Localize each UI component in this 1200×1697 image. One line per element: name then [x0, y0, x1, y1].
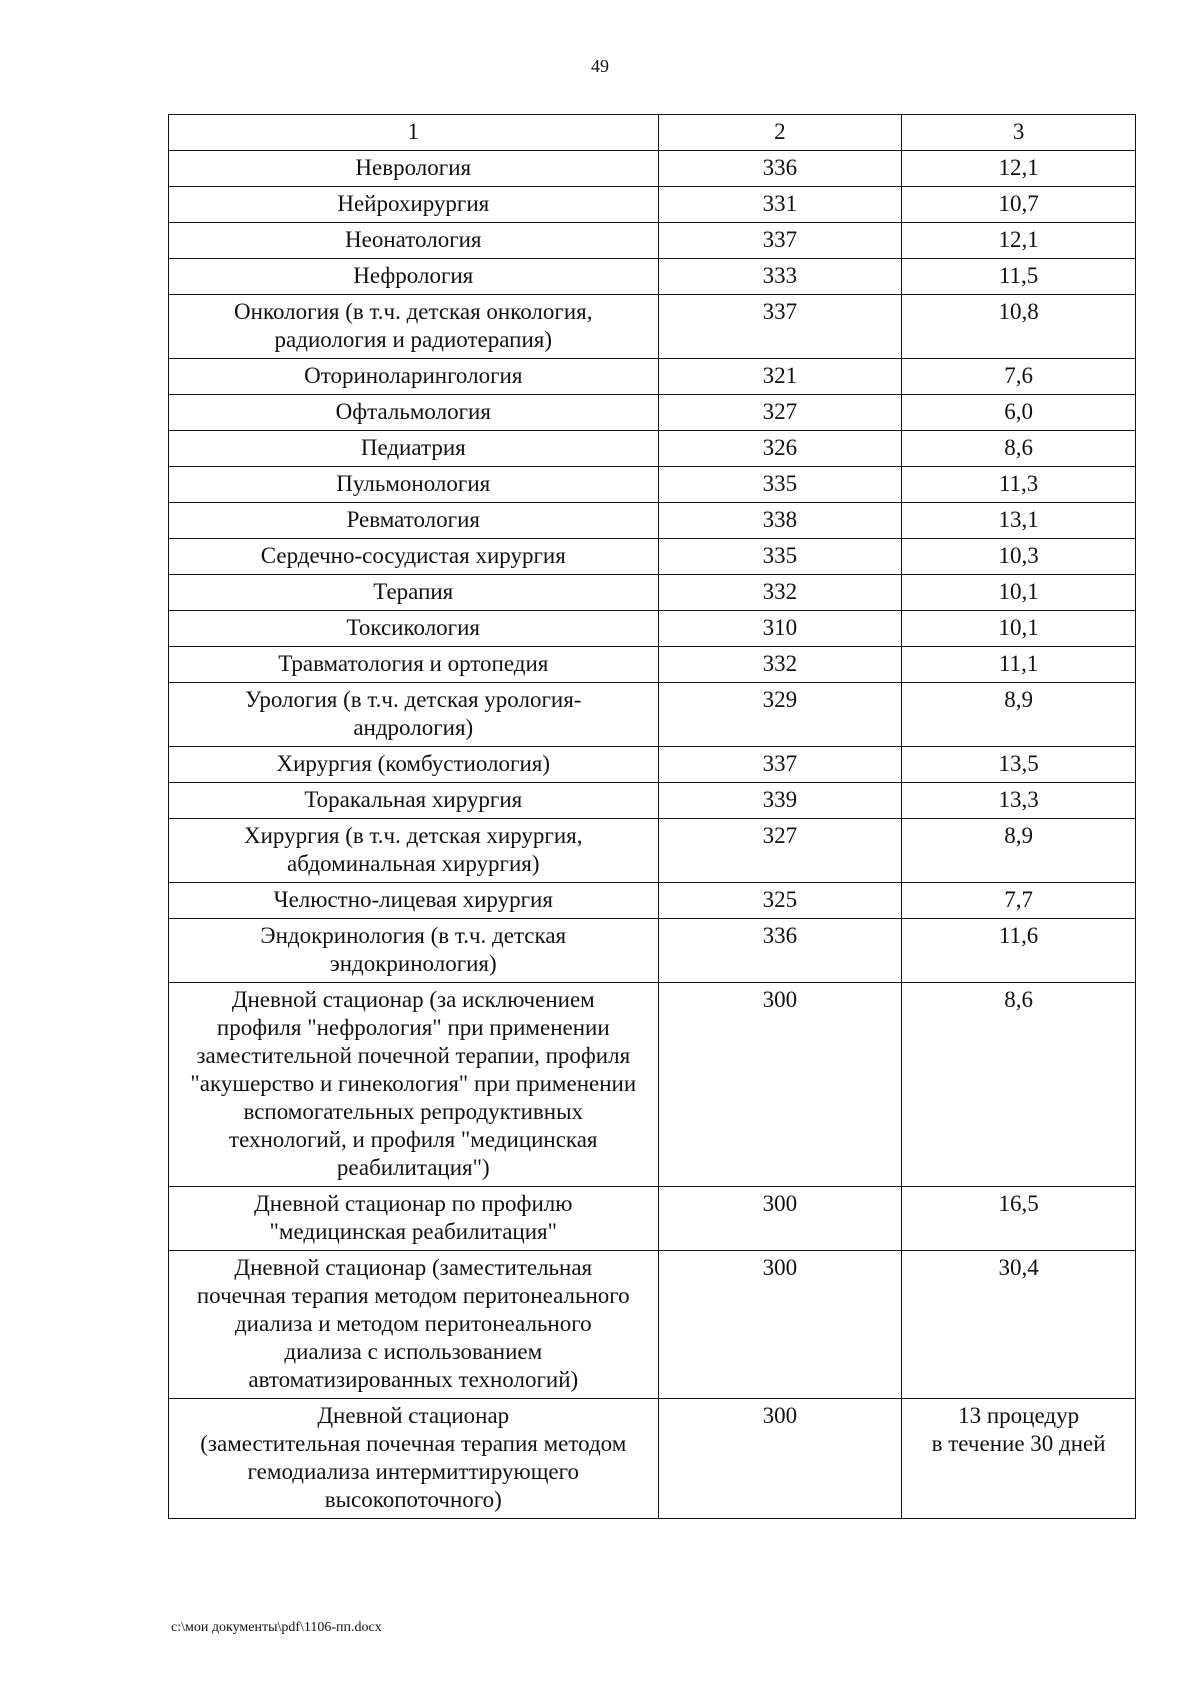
value-cell-3: 8,9	[902, 819, 1136, 883]
profile-cell: Челюстно-лицевая хирургия	[169, 883, 659, 919]
value-cell-3: 13,3	[902, 783, 1136, 819]
table-row	[169, 919, 1136, 983]
table-row	[169, 1251, 1136, 1399]
value-cell-3: 11,3	[902, 467, 1136, 503]
value-cell-3: 11,1	[902, 647, 1136, 683]
profile-cell: Токсикология	[169, 611, 659, 647]
table-row	[169, 395, 1136, 431]
table-row	[169, 783, 1136, 819]
value-cell-2: 310	[658, 611, 902, 647]
table-row	[169, 611, 1136, 647]
profile-cell: Неврология	[169, 151, 659, 187]
value-cell-2: 339	[658, 783, 902, 819]
value-cell-2: 336	[658, 919, 902, 983]
table-row	[169, 983, 1136, 1187]
value-cell-2: 337	[658, 295, 902, 359]
table-row	[169, 359, 1136, 395]
table-row	[169, 683, 1136, 747]
profile-cell: Педиатрия	[169, 431, 659, 467]
profile-cell: Офтальмология	[169, 395, 659, 431]
profile-cell: Сердечно-сосудистая хирургия	[169, 539, 659, 575]
table-row	[169, 467, 1136, 503]
profile-cell: Ревматология	[169, 503, 659, 539]
value-cell-2: 300	[658, 1187, 902, 1251]
value-cell-3: 13,1	[902, 503, 1136, 539]
value-cell-2: 331	[658, 187, 902, 223]
table-row	[169, 647, 1136, 683]
value-cell-2: 332	[658, 575, 902, 611]
table-row	[169, 187, 1136, 223]
profile-cell: Дневной стационар (за исключением профиля "нефрология" при применении заместительной почечной терапии, профиля "акушерство и гинекология" при применении вспомогательных репродуктивных технологий, и профиля "медицинская реабилитация")	[169, 983, 659, 1187]
value-cell-3: 12,1	[902, 223, 1136, 259]
table-row	[169, 1187, 1136, 1251]
header-cell-3: 3	[902, 115, 1136, 151]
table-row	[169, 747, 1136, 783]
profile-cell: Дневной стационар по профилю "медицинская реабилитация"	[169, 1187, 659, 1251]
value-cell-3: 7,7	[902, 883, 1136, 919]
table-row	[169, 1399, 1136, 1519]
value-cell-2: 329	[658, 683, 902, 747]
value-cell-3: 10,1	[902, 611, 1136, 647]
value-cell-2: 300	[658, 1251, 902, 1399]
header-cell-2: 2	[658, 115, 902, 151]
profile-cell: Нейрохирургия	[169, 187, 659, 223]
value-cell-2: 335	[658, 539, 902, 575]
profile-cell: Торакальная хирургия	[169, 783, 659, 819]
profile-cell: Травматология и ортопедия	[169, 647, 659, 683]
value-cell-2: 332	[658, 647, 902, 683]
table-row	[169, 503, 1136, 539]
value-cell-3: 12,1	[902, 151, 1136, 187]
table-row	[169, 883, 1136, 919]
profile-cell: Дневной стационар (заместительная почечная терапия методом перитонеального диализа и методом перитонеального диализа с использованием автоматизированных технологий)	[169, 1251, 659, 1399]
value-cell-3: 8,6	[902, 431, 1136, 467]
table-row	[169, 151, 1136, 187]
data-table	[168, 114, 1136, 1519]
value-cell-2: 337	[658, 747, 902, 783]
header-cell-1: 1	[169, 115, 659, 151]
value-cell-3: 13 процедур в течение 30 дней	[902, 1399, 1136, 1519]
profile-cell: Пульмонология	[169, 467, 659, 503]
table-header-row	[169, 115, 1136, 151]
profile-cell: Нефрология	[169, 259, 659, 295]
value-cell-2: 327	[658, 819, 902, 883]
value-cell-3: 11,5	[902, 259, 1136, 295]
value-cell-3: 11,6	[902, 919, 1136, 983]
value-cell-3: 8,6	[902, 983, 1136, 1187]
profile-cell: Хирургия (комбустиология)	[169, 747, 659, 783]
value-cell-2: 337	[658, 223, 902, 259]
value-cell-3: 10,7	[902, 187, 1136, 223]
value-cell-2: 326	[658, 431, 902, 467]
table-row	[169, 223, 1136, 259]
page-number: 49	[591, 56, 609, 76]
value-cell-3: 10,3	[902, 539, 1136, 575]
value-cell-3: 13,5	[902, 747, 1136, 783]
table-row	[169, 431, 1136, 467]
value-cell-3: 10,8	[902, 295, 1136, 359]
footer-file-path: c:\мои документы\pdf\1106-пп.docx	[171, 1620, 382, 1635]
value-cell-3: 16,5	[902, 1187, 1136, 1251]
value-cell-2: 300	[658, 1399, 902, 1519]
table-row	[169, 295, 1136, 359]
value-cell-2: 325	[658, 883, 902, 919]
profile-cell: Оториноларингология	[169, 359, 659, 395]
table-row	[169, 259, 1136, 295]
profile-cell: Онкология (в т.ч. детская онкология, радиология и радиотерапия)	[169, 295, 659, 359]
profile-cell: Неонатология	[169, 223, 659, 259]
value-cell-3: 8,9	[902, 683, 1136, 747]
table-row	[169, 819, 1136, 883]
value-cell-3: 7,6	[902, 359, 1136, 395]
value-cell-2: 327	[658, 395, 902, 431]
profile-cell: Дневной стационар (заместительная почечная терапия методом гемодиализа интермиттирующего высокопоточного)	[169, 1399, 659, 1519]
value-cell-3: 6,0	[902, 395, 1136, 431]
value-cell-2: 335	[658, 467, 902, 503]
table-row	[169, 539, 1136, 575]
value-cell-2: 338	[658, 503, 902, 539]
profile-cell: Урология (в т.ч. детская урология- андрология)	[169, 683, 659, 747]
value-cell-2: 321	[658, 359, 902, 395]
profile-cell: Хирургия (в т.ч. детская хирургия, абдоминальная хирургия)	[169, 819, 659, 883]
profile-cell: Терапия	[169, 575, 659, 611]
profile-cell: Эндокринология (в т.ч. детская эндокринология)	[169, 919, 659, 983]
value-cell-2: 336	[658, 151, 902, 187]
value-cell-2: 333	[658, 259, 902, 295]
value-cell-3: 30,4	[902, 1251, 1136, 1399]
table-row	[169, 575, 1136, 611]
value-cell-2: 300	[658, 983, 902, 1187]
value-cell-3: 10,1	[902, 575, 1136, 611]
